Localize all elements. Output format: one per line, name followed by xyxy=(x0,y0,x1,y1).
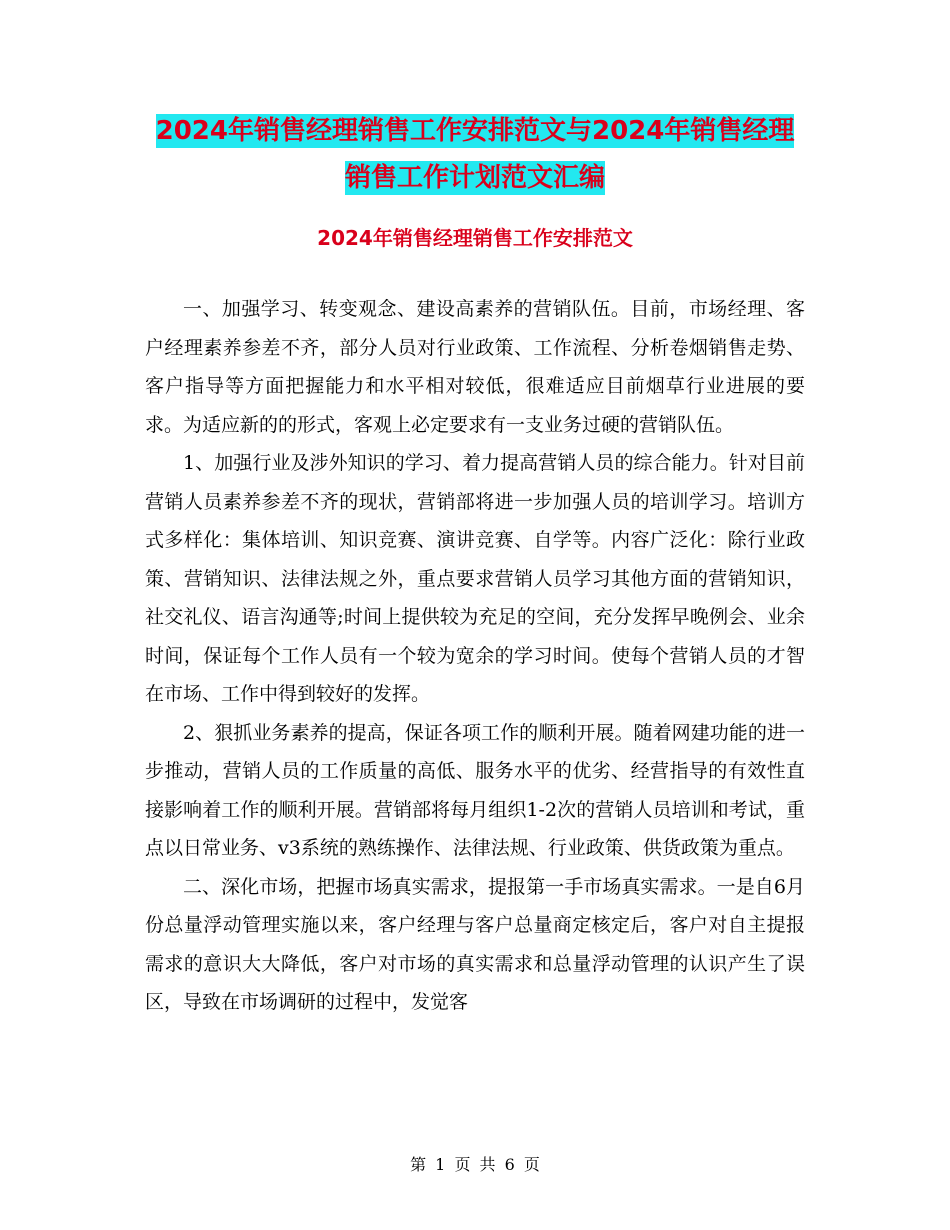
document-title xyxy=(0,108,950,202)
title-line-2-text: 销售工作计划范文汇编 xyxy=(344,163,605,193)
paragraph-2: 1、加强行业及涉外知识的学习、着力提高营销人员的综合能力。针对目前营销人员素养参差不齐的现状，营销部将进一步加强人员的培训学习。培训方式多样化：集体培训、知识竞赛、演讲竞赛、自学等。内容广泛化：除行业政策、营销知识、法律法规之外，重点要求营销人员学习其他方面的营销知识，社交礼仪、语言沟通等;时间上提供较为充足的空间，充分发挥早晚例会、业余时间，保证每个工作人员有一个较为宽余的学习时间。使每个营销人员的才智在市场、工作中得到较好的发挥。 xyxy=(145,452,805,705)
title-line-2 xyxy=(0,155,950,202)
document-body xyxy=(145,290,805,1022)
paragraph-3: 2、狠抓业务素养的提高，保证各项工作的顺利开展。随着网建功能的进一步推动，营销人员的工作质量的高低、服务水平的优劣、经营指导的有效性直接影响着工作的顺利开展。营销部将每月组织1-2次的营销人员培训和考试，重点以日常业务、v3系统的熟练操作、法律法规、行业政策、供货政策为重点。 xyxy=(145,721,805,859)
title-line-1 xyxy=(0,108,950,155)
paragraph-4: 二、深化市场，把握市场真实需求，提报第一手市场真实需求。一是自6月份总量浮动管理实施以来，客户经理与客户总量商定核定后，客户对自主提报需求的意识大大降低，客户对市场的真实需求和总量浮动管理的认识产生了误区，导致在市场调研的过程中，发觉客 xyxy=(145,875,805,1013)
page-footer: 第 1 页 共 6 页 xyxy=(410,1155,540,1174)
paragraph-1: 一、加强学习、转变观念、建设高素养的营销队伍。目前，市场经理、客户经理素养参差不齐，部分人员对行业政策、工作流程、分析卷烟销售走势、客户指导等方面把握能力和水平相对较低，很难适应目前烟草行业进展的要求。为适应新的的形式，客观上必定要求有一支业务过硬的营销队伍。 xyxy=(145,298,805,436)
title-line-1-text: 2024年销售经理销售工作安排范文与2024年销售经理 xyxy=(155,116,795,146)
section-heading: 2024年销售经理销售工作安排范文 xyxy=(317,226,633,250)
